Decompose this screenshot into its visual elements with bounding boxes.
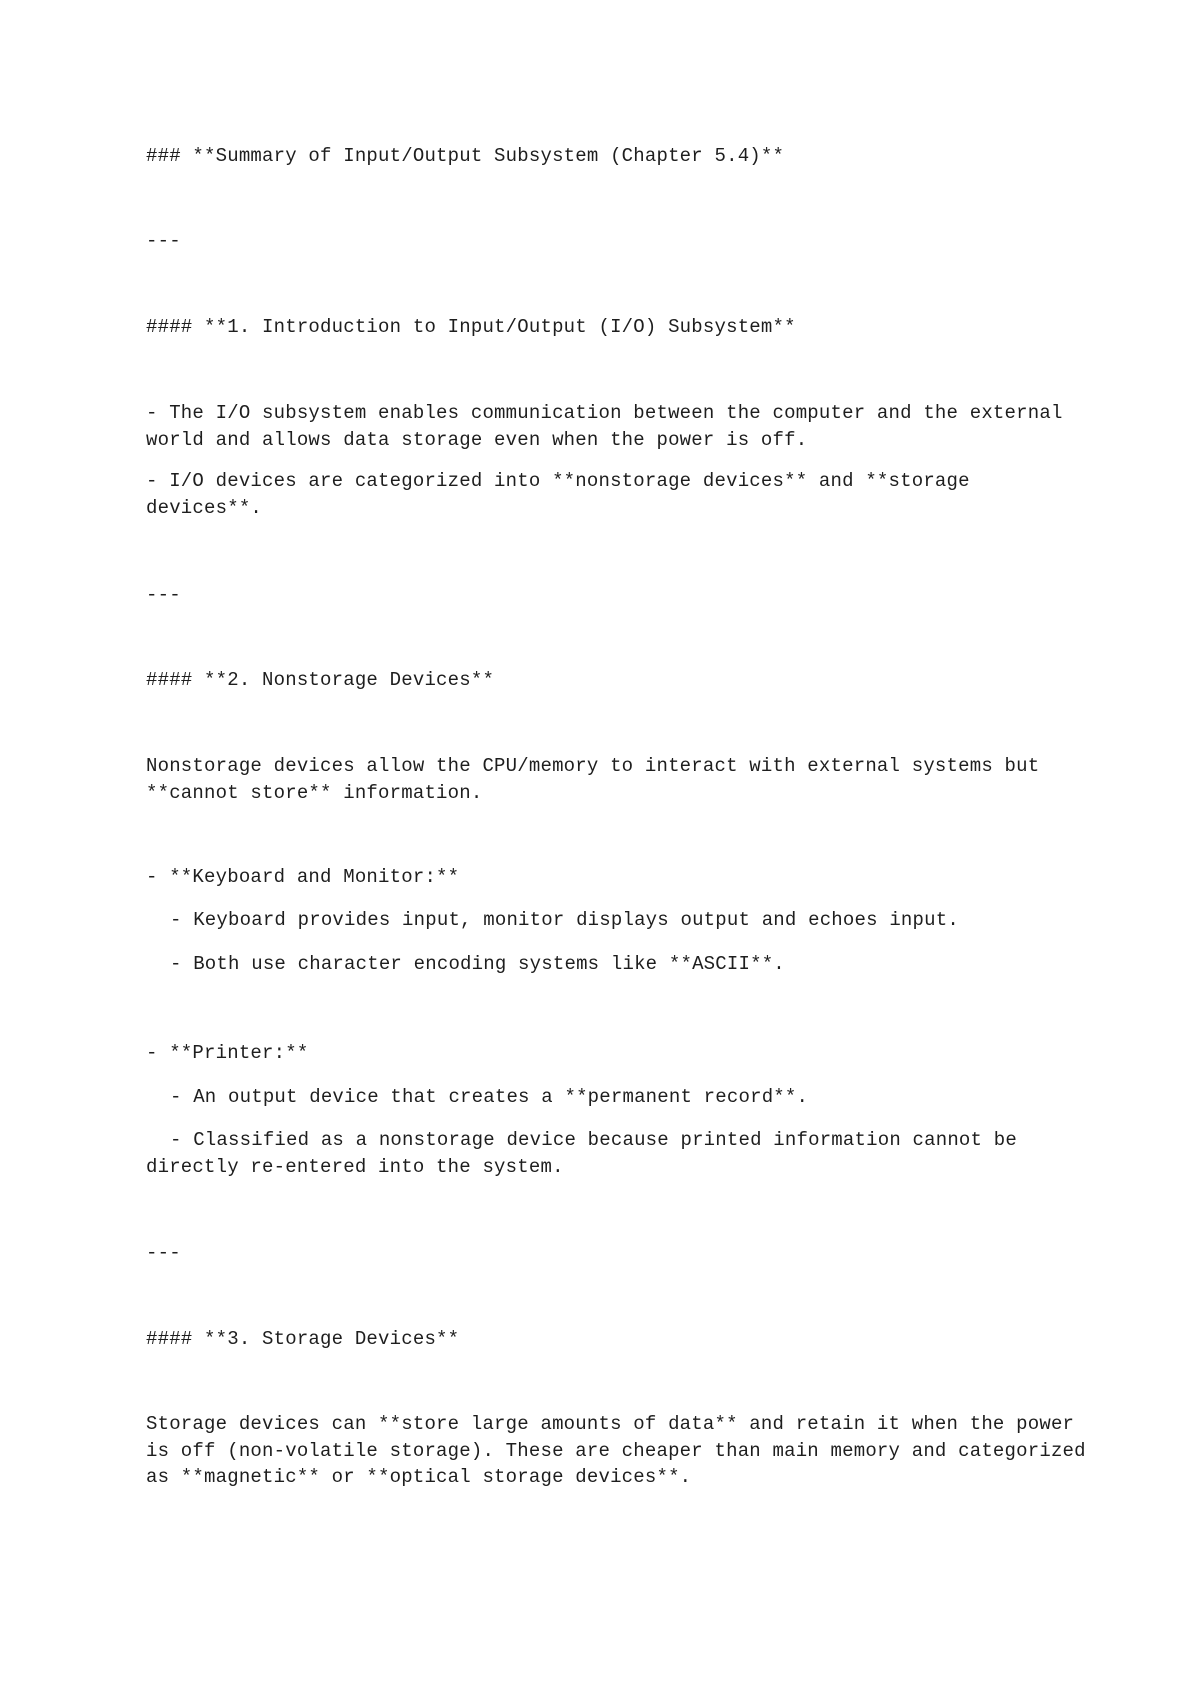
printer-item-1: - An output device that creates a **permanent record**. — [170, 1086, 809, 1108]
separator-3: --- — [146, 1242, 181, 1264]
section-1-bullet-2: - I/O devices are categorized into **nonstorage devices** and **storage devices**. — [146, 470, 982, 519]
section-3-heading: #### **3. Storage Devices** — [146, 1328, 460, 1350]
keyboard-monitor-heading: - **Keyboard and Monitor:** — [146, 866, 460, 888]
section-2-heading: #### **2. Nonstorage Devices** — [146, 669, 495, 691]
section-2-intro: Nonstorage devices allow the CPU/memory to interact with external systems but **cannot store** information. — [146, 755, 1051, 804]
printer-item-2 — [146, 1127, 1086, 1180]
section-1-heading: #### **1. Introduction to Input/Output (I/O) Subsystem** — [146, 316, 796, 338]
separator-2: --- — [146, 584, 181, 606]
separator-1: --- — [146, 230, 181, 252]
document-title: ### **Summary of Input/Output Subsystem (Chapter 5.4)** — [146, 145, 785, 167]
section-1-bullet-1: - The I/O subsystem enables communication between the computer and the external world and allows data storage even when the power is off. — [146, 402, 1075, 451]
keyboard-item-2: - Both use character encoding systems like **ASCII**. — [170, 953, 785, 975]
printer-item-2-text: - Classified as a nonstorage device because printed information cannot be directly re-entered into the system. — [146, 1129, 1029, 1178]
section-3-intro: Storage devices can **store large amounts of data** and retain it when the power is off (non-volatile storage). These are cheaper than main memory and categorized as **magnetic** or **optical storage devices**. — [146, 1413, 1098, 1488]
printer-heading: - **Printer:** — [146, 1042, 309, 1064]
keyboard-item-1: - Keyboard provides input, monitor displays output and echoes input. — [170, 909, 959, 931]
